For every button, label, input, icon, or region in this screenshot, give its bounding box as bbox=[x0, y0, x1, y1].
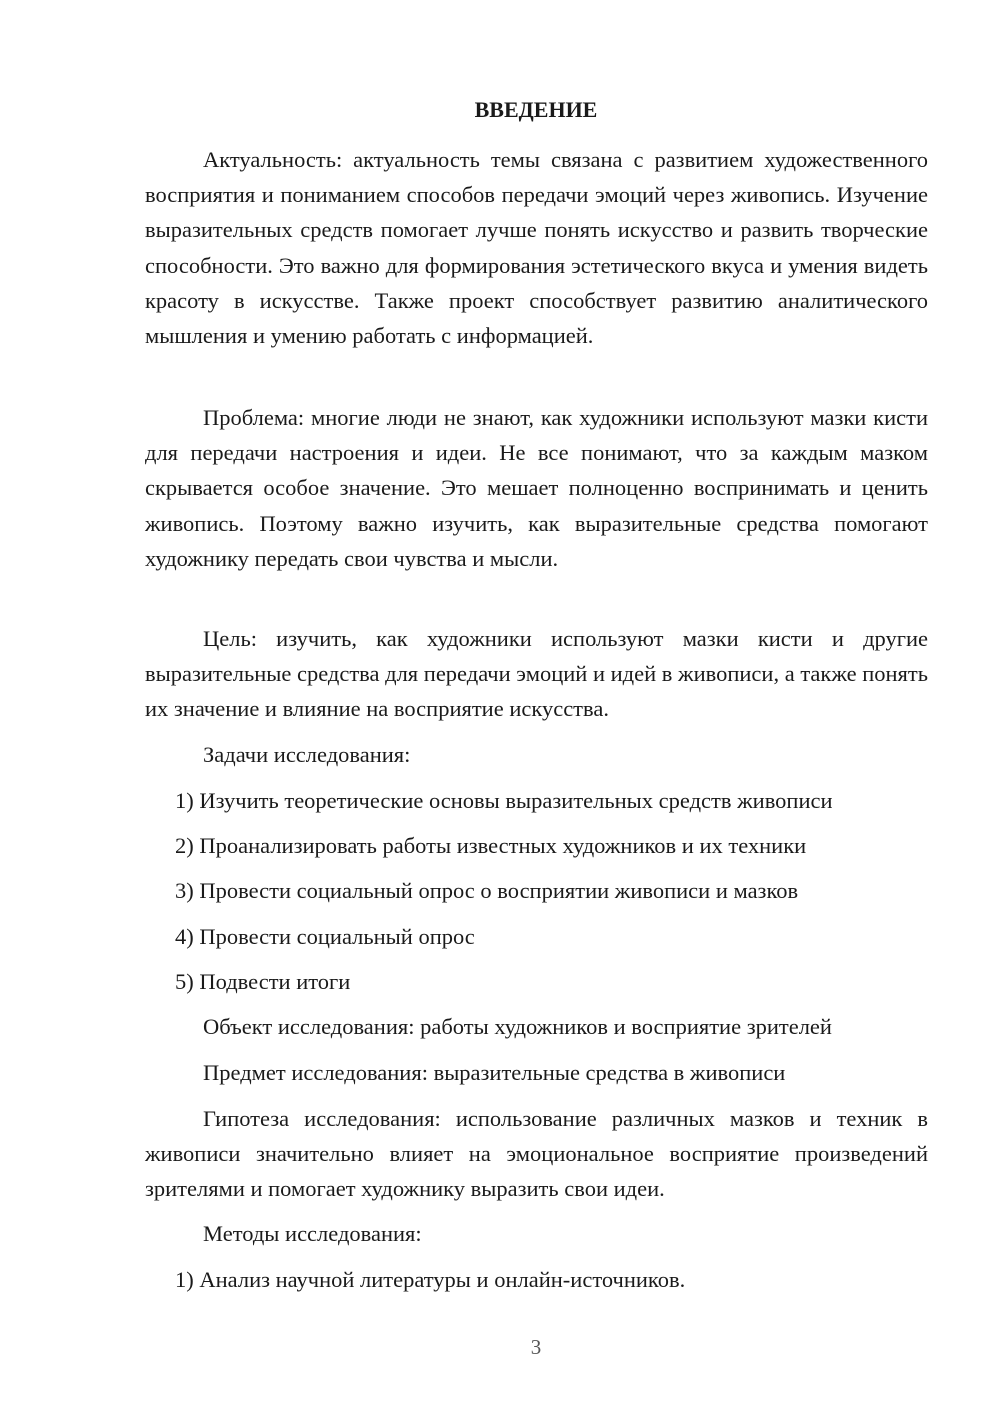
research-subject: Предмет исследования: выразительные средства в живописи bbox=[203, 1060, 786, 1085]
task-item-3: 3) Провести социальный опрос о восприятии живописи и мазков bbox=[175, 878, 799, 903]
task-item-2: 2) Проанализировать работы известных художников и их техники bbox=[175, 833, 807, 858]
research-object: Объект исследования: работы художников и восприятие зрителей bbox=[203, 1014, 832, 1039]
page-number: 3 bbox=[530, 1335, 542, 1359]
problem-paragraph: Проблема: многие люди не знают, как художники используют мазки кисти для передачи настроения и идеи. Не все понимают, что за каждым мазком скрывается особое значение. Это мешает полноценно воспринимать и ценить живопись. Поэтому важно изучить, как выразительные средства помогают художнику передать свои чувства и мысли. bbox=[145, 405, 928, 571]
page-title: ВВЕДЕНИЕ bbox=[474, 97, 598, 122]
tasks-heading: Задачи исследования: bbox=[203, 742, 411, 767]
goal-paragraph: Цель: изучить, как художники используют мазки кисти и другие выразительные средства для передачи эмоций и идей в живописи, а также понять их значение и влияние на восприятие искусства. bbox=[145, 626, 928, 722]
task-item-5: 5) Подвести итоги bbox=[175, 969, 351, 994]
method-item-1: 1) Анализ научной литературы и онлайн-источников. bbox=[175, 1267, 686, 1292]
methods-heading: Методы исследования: bbox=[203, 1221, 422, 1246]
task-item-4: 4) Провести социальный опрос bbox=[175, 924, 475, 949]
relevance-paragraph: Актуальность: актуальность темы связана с развитием художественного восприятия и пониманием способов передачи эмоций через живопись. Изучение выразительных средств помогает лучше понять искусство и развить творческие способности. Это важно для формирования эстетического вкуса и умения видеть красоту в искусстве. Также проект способствует развитию аналитического мышления и умению работать с информацией. bbox=[145, 147, 928, 349]
task-item-1: 1) Изучить теоретические основы выразительных средств живописи bbox=[175, 788, 833, 813]
hypothesis-paragraph: Гипотеза исследования: использование различных мазков и техник в живописи значительно влияет на эмоциональное восприятие произведений зрителями и помогает художнику выразить свои идеи. bbox=[145, 1106, 928, 1202]
